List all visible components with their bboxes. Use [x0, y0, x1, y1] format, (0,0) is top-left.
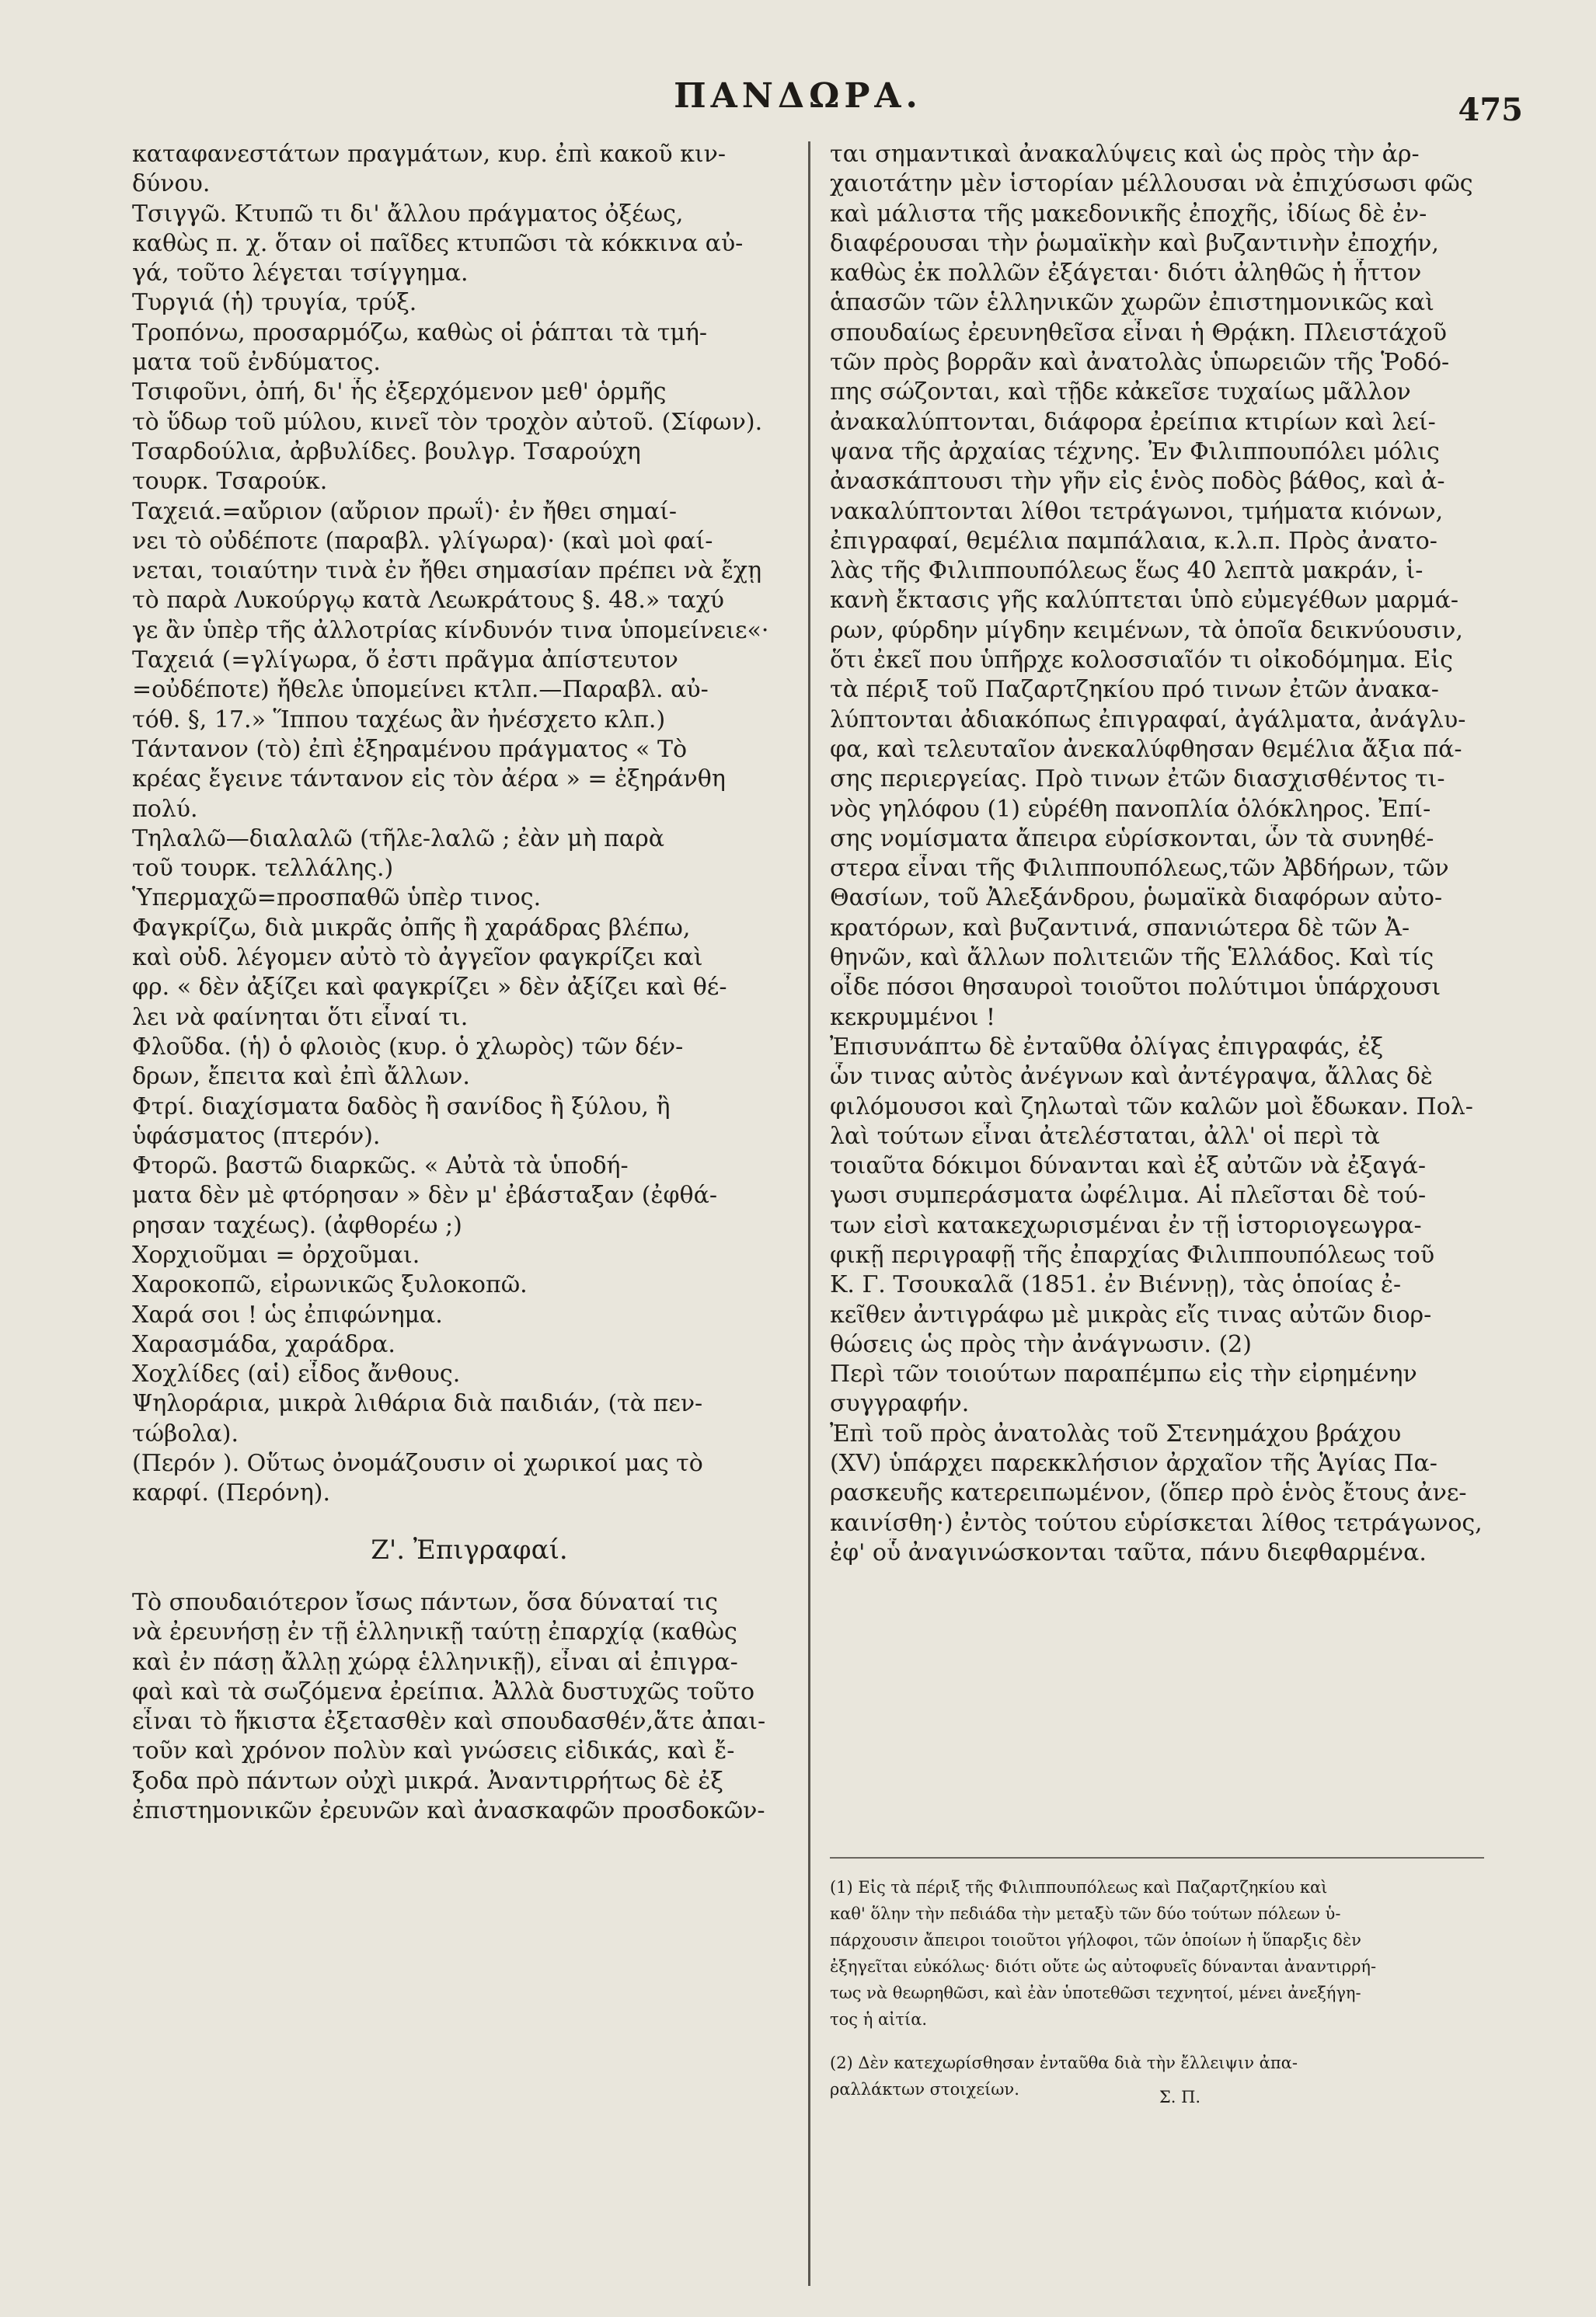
- text-line: (XV) ὑπάρχει παρεκκλήσιον ἀρχαῖον τῆς Ἁγίας Πα-: [830, 1450, 1437, 1478]
- text-line: ἐπιγραφαί, θεμέλια παμπάλαια, κ.λ.π. Πρὸς ἀνατο-: [830, 527, 1437, 555]
- text-line: ὑφάσματος (πτερόν).: [132, 1122, 381, 1150]
- text-line: τὸ ὕδωρ τοῦ μύλου, κινεῖ τὸν τροχὸν αὐτοῦ. (Σίφων).: [132, 408, 763, 436]
- text-line: των εἰσὶ κατακεχωρισμέναι ἐν τῇ ἱστοριογεωγρα-: [830, 1211, 1422, 1239]
- text-line: καὶ ἐν πάσῃ ἄλλῃ χώρᾳ ἑλληνικῇ), εἶναι αἱ ἐπιγρα-: [132, 1648, 738, 1676]
- text-line: ὅτι ἐκεῖ που ὑπῆρχε κολοσσιαῖόν τι οἰκοδόμημα. Εἰς: [830, 646, 1453, 674]
- text-line: ψανα τῆς ἀρχαίας τέχνης. Ἐν Φιλιππουπόλει μόλις: [830, 437, 1440, 465]
- text-line: εἶναι τὸ ἥκιστα ἐξετασθὲν καὶ σπουδασθέν,ἅτε ἀπαι-: [132, 1708, 766, 1736]
- text-line: νει τὸ οὐδέποτε (παραβλ. γλίγωρα)· (καὶ μοὶ φαί-: [132, 527, 713, 555]
- text-line: καρφί. (Περόνη).: [132, 1479, 331, 1507]
- footnote-line: ραλλάκτων στοιχείων.: [830, 2080, 1019, 2099]
- text-line: καθὼς π. χ. ὅταν οἱ παῖδες κτυπῶσι τὰ κόκκινα αὐ-: [132, 229, 744, 257]
- text-line: Τσαρδούλια, ἀρβυλίδες. βουλγρ. Τσαρούχη: [132, 437, 641, 465]
- footnote-line: πάρχουσιν ἄπειροι τοιοῦτοι γήλοφοι, τῶν ὁποίων ἡ ὕπαρξις δὲν: [830, 1931, 1361, 1949]
- running-title: ΠΑΝΔΩΡΑ.: [674, 76, 922, 116]
- text-line: γε ἂν ὑπὲρ τῆς ἀλλοτρίας κίνδυνόν τινα ὑπομείνειε«·: [132, 616, 769, 644]
- text-line: φρ. « δὲν ἀξίζει καὶ φαγκρίζει » δὲν ἀξίζει καὶ θέ-: [132, 974, 727, 1002]
- text-line: δρων, ἔπειτα καὶ ἐπὶ ἄλλων.: [132, 1063, 470, 1091]
- text-line: νεται, τοιαύτην τινὰ ἐν ἤθει σημασίαν πρέπει νὰ ἔχῃ: [132, 557, 762, 585]
- text-line: Κ. Γ. Τσουκαλᾶ (1851. ἐν Βιέννῃ), τὰς ὁποίας ἐ-: [830, 1271, 1402, 1299]
- left-column: [132, 140, 807, 1826]
- text-line: νὸς γηλόφου (1) εὑρέθη πανοπλία ὁλόκληρος. Ἐπί-: [830, 795, 1431, 823]
- text-line: χαιοτάτην μὲν ἱστορίαν μέλλουσαι νὰ ἐπιχύσωσι φῶς: [830, 170, 1473, 198]
- footnotes: [830, 1874, 1484, 2110]
- footnote-line: τος ἡ αἰτία.: [830, 2010, 928, 2029]
- text-line: ἁπασῶν τῶν ἑλληνικῶν χωρῶν ἐπιστημονικῶς καὶ: [830, 289, 1434, 317]
- text-line: Ταχειά (=γλίγωρα, ὅ ἐστι πρᾶγμα ἀπίστευτον: [132, 646, 678, 674]
- text-line: Τροπόνω, προσαρμόζω, καθὼς οἱ ῥάπται τὰ τμή-: [132, 319, 707, 347]
- text-line: γά, τοῦτο λέγεται τσίγγημα.: [132, 260, 469, 287]
- text-line: ἐπιστημονικῶν ἐρευνῶν καὶ ἀνασκαφῶν προσδοκῶν-: [132, 1797, 765, 1825]
- right-column: [830, 140, 1484, 1568]
- footnote-line: τως νὰ θεωρηθῶσι, καὶ ἐὰν ὑποτεθῶσι τεχνητοί, μένει ἀνεξήγη-: [830, 1984, 1361, 2002]
- text-line: σπουδαίως ἐρευνηθεῖσα εἶναι ἡ Θρᾴκη. Πλειστάχοῦ: [830, 319, 1447, 347]
- text-line: δύνου.: [132, 170, 211, 198]
- text-line: Ταχειά.=αὔριον (αὔριον πρωΐ)· ἐν ἤθει σημαί-: [132, 497, 678, 525]
- text-line: Φτρί. διαχίσματα δαδὸς ἢ σανίδος ἢ ξύλου, ἢ: [132, 1092, 671, 1120]
- text-line: Ψηλοράρια, μικρὰ λιθάρια διὰ παιδιάν, (τὰ πεν-: [132, 1390, 703, 1418]
- text-line: καινίσθη·) ἐντὸς τούτου εὑρίσκεται λίθος τετράγωνος,: [830, 1509, 1483, 1537]
- glossary-entries: [132, 140, 807, 1509]
- text-line: ἀνασκάπτουσι τὴν γῆν εἰς ἑνὸς ποδὸς βάθος, καὶ ἀ-: [830, 468, 1445, 496]
- text-line: λὰς τῆς Φιλιππουπόλεως ἕως 40 λεπτὰ μακράν, ἱ-: [830, 557, 1424, 585]
- text-line: λαὶ τούτων εἶναι ἀτελέσταται, ἀλλ' οἱ περὶ τὰ: [830, 1122, 1380, 1150]
- text-line: καὶ οὐδ. λέγομεν αὐτὸ τὸ ἀγγεῖον φαγκρίζει καὶ: [132, 944, 703, 972]
- text-line: καθὼς ἐκ πολλῶν ἐξάγεται· διότι ἀληθῶς ἡ ἧττον: [830, 260, 1422, 287]
- text-line: Τυργιά (ἡ) τρυγία, τρύξ.: [132, 289, 417, 317]
- text-line: Χαροκοπῶ, εἰρωνικῶς ξυλοκοπῶ.: [132, 1271, 528, 1299]
- text-line: τοιαῦτα δόκιμοι δύνανται καὶ ἐξ αὐτῶν νὰ ἐξαγά-: [830, 1152, 1427, 1180]
- text-line: ματα τοῦ ἐνδύματος.: [132, 349, 381, 377]
- text-line: ρων, φύρδην μίγδην κειμένων, τὰ ὁποῖα δεικνύουσιν,: [830, 616, 1463, 644]
- footnote-signature: Σ. Π.: [1159, 2088, 1201, 2106]
- text-line: κεῖθεν ἀντιγράφω μὲ μικρὰς εἴς τινας αὐτῶν διορ-: [830, 1301, 1432, 1329]
- text-line: φα, καὶ τελευταῖον ἀνεκαλύφθησαν θεμέλια ἄξια πά-: [830, 735, 1462, 763]
- footnote-line: καθ' ὅλην τὴν πεδιάδα τὴν μεταξὺ τῶν δύο τούτων πόλεων ὑ-: [830, 1904, 1341, 1923]
- text-line: Ὑπερμαχῶ=προσπαθῶ ὑπὲρ τινος.: [132, 884, 542, 912]
- text-line: τῶν πρὸς βορρᾶν καὶ ἀνατολὰς ὑπωρειῶν τῆς Ῥοδό-: [830, 349, 1450, 377]
- text-line: ἐφ' οὗ ἀναγινώσκονται ταῦτα, πάνυ διεφθαρμένα.: [830, 1538, 1427, 1566]
- page-number: 475: [1458, 92, 1523, 128]
- text-line: καταφανεστάτων πραγμάτων, κυρ. ἐπὶ κακοῦ κιν-: [132, 141, 727, 168]
- text-line: ἀνακαλύπτονται, διάφορα ἐρείπια κτιρίων καὶ λεί-: [830, 408, 1436, 436]
- text-line: ξοδα πρὸ πάντων οὐχὶ μικρά. Ἀναντιρρήτως δὲ ἐξ: [132, 1767, 723, 1795]
- text-line: στερα εἶναι τῆς Φιλιππουπόλεως,τῶν Ἀβδήρων, τῶν: [830, 855, 1449, 883]
- text-line: κρέας ἔγεινε τάντανον εἰς τὸν ἀέρα » = ἐξηράνθη: [132, 765, 726, 793]
- text-line: ματα δὲν μὲ φτόρησαν » δὲν μ' ἐβάσταξαν (ἐφθά-: [132, 1182, 717, 1210]
- text-line: θηνῶν, καὶ ἄλλων πολιτειῶν τῆς Ἑλλάδος. Καὶ τίς: [830, 944, 1434, 972]
- text-line: ρασκευῆς κατερειπωμένον, (ὅπερ πρὸ ἑνὸς ἔτους ἀνε-: [830, 1479, 1467, 1507]
- text-line: Ἐπισυνάπτω δὲ ἐνταῦθα ὀλίγας ἐπιγραφάς, ἐξ: [830, 1033, 1384, 1061]
- text-line: κρατόρων, καὶ βυζαντινά, σπανιώτερα δὲ τῶν Ἀ-: [830, 914, 1410, 942]
- text-line: ὧν τινας αὐτὸς ἀνέγνων καὶ ἀντέγραψα, ἄλλας δὲ: [830, 1063, 1434, 1091]
- text-line: τουρκ. Τσαρούκ.: [132, 468, 328, 496]
- text-line: Τηλαλῶ—διαλαλῶ (τῆλε-λαλῶ ; ἐὰν μὴ παρὰ: [132, 824, 665, 852]
- text-line: τώβολα).: [132, 1420, 239, 1448]
- column-divider: [808, 141, 810, 2286]
- footnote-line: (2) Δὲν κατεχωρίσθησαν ἐνταῦθα διὰ τὴν ἔλλειψιν ἀπα-: [830, 2054, 1298, 2072]
- text-line: (Περόν ). Οὕτως ὀνομάζουσιν οἱ χωρικοί μας τὸ: [132, 1450, 703, 1478]
- text-line: Ἐπὶ τοῦ πρὸς ἀνατολὰς τοῦ Στενημάχου βράχου: [830, 1420, 1402, 1448]
- text-line: κεκρυμμένοι !: [830, 1003, 996, 1031]
- text-line: πολύ.: [132, 795, 198, 823]
- text-line: τοῦν καὶ χρόνον πολὺν καὶ γνώσεις εἰδικάς, καὶ ἔ-: [132, 1737, 735, 1765]
- text-line: Τσιφοῦνι, ὀπή, δι' ἧς ἐξερχόμενον μεθ' ὁρμῆς: [132, 378, 667, 406]
- footnote-gap: [830, 2033, 1484, 2050]
- text-line: φιλόμουσοι καὶ ζηλωταὶ τῶν καλῶν μοὶ ἔδωκαν. Πολ-: [830, 1092, 1473, 1120]
- section-body: [132, 1588, 807, 1826]
- text-line: νὰ ἐρευνήσῃ ἐν τῇ ἑλληνικῇ ταύτῃ ἐπαρχίᾳ (καθὼς: [132, 1618, 737, 1646]
- text-line: Τάντανον (τὸ) ἐπὶ ἐξηραμένου πράγματος « Τὸ: [132, 735, 688, 763]
- text-line: σης νομίσματα ἄπειρα εὑρίσκονται, ὧν τὰ συνηθέ-: [830, 824, 1434, 852]
- section-heading: Ζ'. Ἐπιγραφαί.: [371, 1534, 568, 1566]
- text-line: τοῦ τουρκ. τελλάλης.): [132, 855, 394, 883]
- text-line: Χορχιοῦμαι = ὀρχοῦμαι.: [132, 1241, 420, 1269]
- text-line: πης σώζονται, καὶ τῇδε κἀκεῖσε τυχαίως μᾶλλον: [830, 378, 1411, 406]
- text-line: φαὶ καὶ τὰ σωζόμενα ἐρείπια. Ἀλλὰ δυστυχῶς τοῦτο: [132, 1678, 755, 1706]
- text-line: τὰ πέριξ τοῦ Παζαρτζηκίου πρό τινων ἐτῶν ἀνακα-: [830, 676, 1439, 704]
- right-column-text: [830, 140, 1484, 1568]
- text-line: σης περιεργείας. Πρὸ τινων ἐτῶν διασχισθέντος τι-: [830, 765, 1445, 793]
- text-line: Θασίων, τοῦ Ἀλεξάνδρου, ῥωμαϊκὰ διαφόρων αὐτο-: [830, 884, 1443, 912]
- text-line: οἶδε πόσοι θησαυροὶ τοιοῦτοι πολύτιμοι ὑπάρχουσι: [830, 974, 1441, 1002]
- text-line: =οὐδέποτε) ἤθελε ὑπομείνει κτλπ.—Παραβλ. αὐ-: [132, 676, 709, 704]
- text-line: τὸ παρὰ Λυκούργῳ κατὰ Λεωκράτους §. 48.» ταχύ: [132, 587, 725, 615]
- footnote-line: (1) Εἰς τὰ πέριξ τῆς Φιλιππουπόλεως καὶ Παζαρτζηκίου καὶ: [830, 1878, 1328, 1897]
- text-line: Περὶ τῶν τοιούτων παραπέμπω εἰς τὴν εἰρημένην: [830, 1361, 1417, 1388]
- footnote-line: ἐξηγεῖται εὐκόλως· διότι οὔτε ὡς αὐτοφυεῖς δύνανται ἀναντιρρή-: [830, 1957, 1377, 1976]
- text-line: Χαρά σοι ! ὡς ἐπιφώνημα.: [132, 1301, 443, 1329]
- footnote-1: [830, 1874, 1484, 2033]
- footnote-divider: [830, 1857, 1484, 1859]
- text-line: ρησαν ταχέως). (ἀφθορέω ;): [132, 1211, 462, 1239]
- text-line: τόθ. §, 17.» Ἵππου ταχέως ἂν ἠνέσχετο κλπ.): [132, 706, 666, 733]
- text-line: διαφέρουσαι τὴν ῥωμαϊκὴν καὶ βυζαντινὴν ἐποχήν,: [830, 229, 1439, 257]
- text-line: Φλοῦδα. (ἡ) ὁ φλοιὸς (κυρ. ὁ χλωρὸς) τῶν δέν-: [132, 1033, 684, 1061]
- text-line: νακαλύπτονται λίθοι τετράγωνοι, τμήματα κιόνων,: [830, 497, 1444, 525]
- text-line: φικῇ περιγραφῇ τῆς ἐπαρχίας Φιλιππουπόλεως τοῦ: [830, 1241, 1435, 1269]
- text-line: Φαγκρίζω, διὰ μικρᾶς ὀπῆς ἢ χαράδρας βλέπω,: [132, 914, 691, 942]
- text-line: Τσιγγῶ. Κτυπῶ τι δι' ἄλλου πράγματος ὀξέως,: [132, 200, 684, 228]
- text-line: Φτορῶ. βαστῶ διαρκῶς. « Αὐτὰ τὰ ὑποδή-: [132, 1152, 629, 1180]
- text-line: γωσι συμπεράσματα ὠφέλιμα. Αἱ πλεῖσται δὲ τού-: [830, 1182, 1427, 1210]
- text-line: Χοχλίδες (αἱ) εἶδος ἄνθους.: [132, 1361, 461, 1388]
- text-line: ται σημαντικαὶ ἀνακαλύψεις καὶ ὡς πρὸς τὴν ἀρ-: [830, 141, 1420, 168]
- text-line: λύπτονται ἀδιακόπως ἐπιγραφαί, ἀγάλματα, ἀνάγλυ-: [830, 706, 1466, 733]
- text-line: Χαρασμάδα, χαράδρα.: [132, 1330, 396, 1358]
- footnote-2: [830, 2050, 1484, 2110]
- text-line: συγγραφήν.: [830, 1390, 970, 1418]
- text-line: λει νὰ φαίνηται ὅτι εἶναί τι.: [132, 1003, 469, 1031]
- text-line: Τὸ σπουδαιότερον ἴσως πάντων, ὅσα δύναταί τις: [132, 1588, 718, 1616]
- text-line: καὶ μάλιστα τῆς μακεδονικῆς ἐποχῆς, ἰδίως δὲ ἐν-: [830, 200, 1427, 228]
- text-line: κανὴ ἔκτασις γῆς καλύπτεται ὑπὸ εὐμεγέθων μαρμά-: [830, 587, 1458, 615]
- text-line: θώσεις ὡς πρὸς τὴν ἀνάγνωσιν. (2): [830, 1330, 1252, 1358]
